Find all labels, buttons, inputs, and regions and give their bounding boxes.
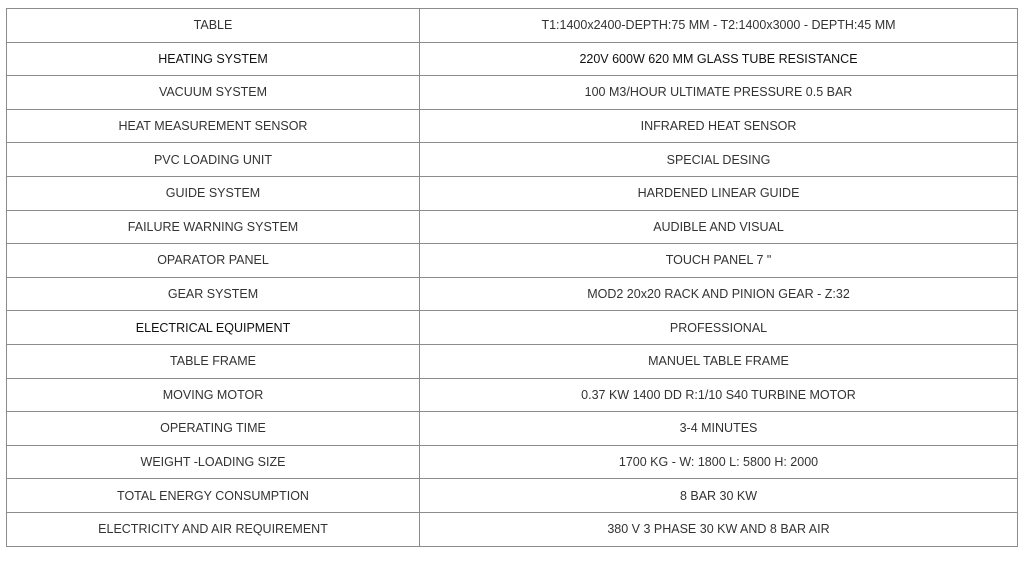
spec-value-cell: 3-4 MINUTES: [420, 412, 1018, 446]
spec-table-body: [7, 9, 1018, 547]
table-row: [7, 277, 1018, 311]
table-row: [7, 143, 1018, 177]
table-row: [7, 9, 1018, 43]
spec-name-cell: MOVING MOTOR: [7, 378, 420, 412]
spec-name-cell: HEATING SYSTEM: [7, 42, 420, 76]
table-row: [7, 244, 1018, 278]
spec-value-cell: 0.37 KW 1400 DD R:1/10 S40 TURBINE MOTOR: [420, 378, 1018, 412]
spec-value-cell: 380 V 3 PHASE 30 KW AND 8 BAR AIR: [420, 512, 1018, 546]
table-row: [7, 378, 1018, 412]
spec-name-cell: ELECTRICAL EQUIPMENT: [7, 311, 420, 345]
table-row: [7, 76, 1018, 110]
spec-name-cell: VACUUM SYSTEM: [7, 76, 420, 110]
spec-value-cell: TOUCH PANEL 7 ": [420, 244, 1018, 278]
spec-name-cell: HEAT MEASUREMENT SENSOR: [7, 109, 420, 143]
spec-value-cell: 100 M3/HOUR ULTIMATE PRESSURE 0.5 BAR: [420, 76, 1018, 110]
table-row: [7, 311, 1018, 345]
spec-name-cell: TABLE: [7, 9, 420, 43]
table-row: [7, 176, 1018, 210]
table-row: [7, 445, 1018, 479]
spec-value-cell: 1700 KG - W: 1800 L: 5800 H: 2000: [420, 445, 1018, 479]
table-row: [7, 512, 1018, 546]
spec-name-cell: GEAR SYSTEM: [7, 277, 420, 311]
spec-name-cell: TOTAL ENERGY CONSUMPTION: [7, 479, 420, 513]
spec-name-cell: PVC LOADING UNIT: [7, 143, 420, 177]
spec-name-cell: OPARATOR PANEL: [7, 244, 420, 278]
table-row: [7, 479, 1018, 513]
spec-name-cell: FAILURE WARNING SYSTEM: [7, 210, 420, 244]
spec-name-cell: TABLE FRAME: [7, 344, 420, 378]
spec-value-cell: HARDENED LINEAR GUIDE: [420, 176, 1018, 210]
table-row: [7, 210, 1018, 244]
spec-value-cell: MOD2 20x20 RACK AND PINION GEAR - Z:32: [420, 277, 1018, 311]
spec-table: [6, 8, 1018, 547]
spec-name-cell: WEIGHT -LOADING SIZE: [7, 445, 420, 479]
spec-name-cell: ELECTRICITY AND AIR REQUIREMENT: [7, 512, 420, 546]
spec-value-cell: T1:1400x2400-DEPTH:75 MM - T2:1400x3000 - DEPTH:45 MM: [420, 9, 1018, 43]
spec-name-cell: GUIDE SYSTEM: [7, 176, 420, 210]
table-row: [7, 42, 1018, 76]
table-row: [7, 412, 1018, 446]
spec-value-cell: PROFESSIONAL: [420, 311, 1018, 345]
spec-value-cell: INFRARED HEAT SENSOR: [420, 109, 1018, 143]
spec-value-cell: SPECIAL DESING: [420, 143, 1018, 177]
spec-value-cell: 8 BAR 30 KW: [420, 479, 1018, 513]
table-row: [7, 344, 1018, 378]
spec-value-cell: 220V 600W 620 MM GLASS TUBE RESISTANCE: [420, 42, 1018, 76]
table-row: [7, 109, 1018, 143]
spec-value-cell: AUDIBLE AND VISUAL: [420, 210, 1018, 244]
spec-name-cell: OPERATING TIME: [7, 412, 420, 446]
spec-value-cell: MANUEL TABLE FRAME: [420, 344, 1018, 378]
